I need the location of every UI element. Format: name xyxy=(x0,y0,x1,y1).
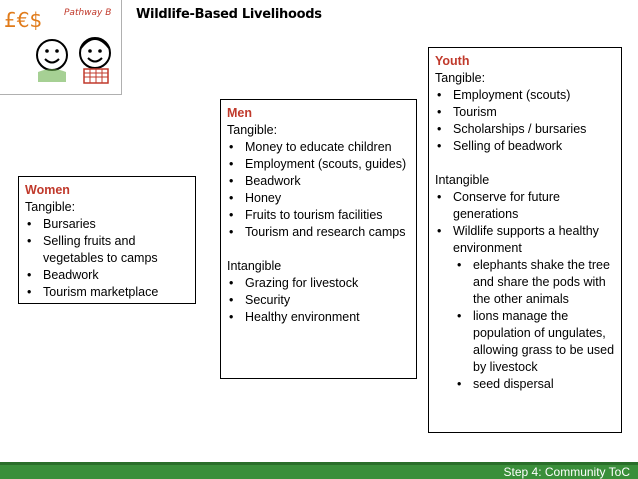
list-item: • Wildlife supports a healthy environment xyxy=(435,223,615,257)
men-intangible-label: Intangible xyxy=(227,259,282,273)
women-box xyxy=(18,176,196,304)
men-intangible-list xyxy=(227,275,410,326)
slide-title: Wildlife-Based Livelihoods xyxy=(136,7,322,22)
list-item: • Conserve for future generations xyxy=(435,189,615,223)
list-item: • Employment (scouts) xyxy=(435,87,615,104)
list-item: • Money to educate children xyxy=(227,139,410,156)
youth-tangible-list xyxy=(435,87,615,155)
list-item: • Tourism marketplace xyxy=(25,284,189,301)
pathway-logo xyxy=(0,0,122,95)
list-item: • Tourism and research camps xyxy=(227,224,410,241)
list-item: • Beadwork xyxy=(227,173,410,190)
list-item: • Bursaries xyxy=(25,216,189,233)
women-tangible-list xyxy=(25,216,189,301)
currency-symbols: £€$ xyxy=(4,8,43,32)
list-item: • Scholarships / bursaries xyxy=(435,121,615,138)
pathway-label: Pathway B xyxy=(64,8,112,18)
list-item: • Selling fruits and vegetables to camps xyxy=(25,233,189,267)
women-heading: Women xyxy=(25,183,70,197)
list-item: • Honey xyxy=(227,190,410,207)
men-heading: Men xyxy=(227,106,252,120)
list-item: • Healthy environment xyxy=(227,309,410,326)
list-item: • Employment (scouts, guides) xyxy=(227,156,410,173)
footer-text: Step 4: Community ToC xyxy=(503,465,630,479)
list-item: • lions manage the population of ungulates, allowing grass to be used by livestock xyxy=(455,308,615,376)
youth-intangible-sublist xyxy=(455,257,615,393)
list-item: • Selling of beadwork xyxy=(435,138,615,155)
list-item: • Beadwork xyxy=(25,267,189,284)
list-item: • Grazing for livestock xyxy=(227,275,410,292)
list-item: • Security xyxy=(227,292,410,309)
youth-tangible-label: Tangible: xyxy=(435,71,486,85)
youth-intangible-list xyxy=(435,189,615,257)
men-tangible-list xyxy=(227,139,410,241)
youth-heading: Youth xyxy=(435,54,470,68)
list-item: • seed dispersal xyxy=(455,376,615,393)
smiley-faces-icon xyxy=(0,0,122,95)
list-item: • Fruits to tourism facilities xyxy=(227,207,410,224)
men-box xyxy=(220,99,417,379)
list-item: • elephants shake the tree and share the pods with the other animals xyxy=(455,257,615,308)
youth-intangible-label: Intangible xyxy=(435,173,490,187)
youth-box xyxy=(428,47,622,433)
men-tangible-label: Tangible: xyxy=(227,123,278,137)
women-tangible-label: Tangible: xyxy=(25,200,76,214)
footer-bar xyxy=(0,462,638,479)
list-item: • Tourism xyxy=(435,104,615,121)
